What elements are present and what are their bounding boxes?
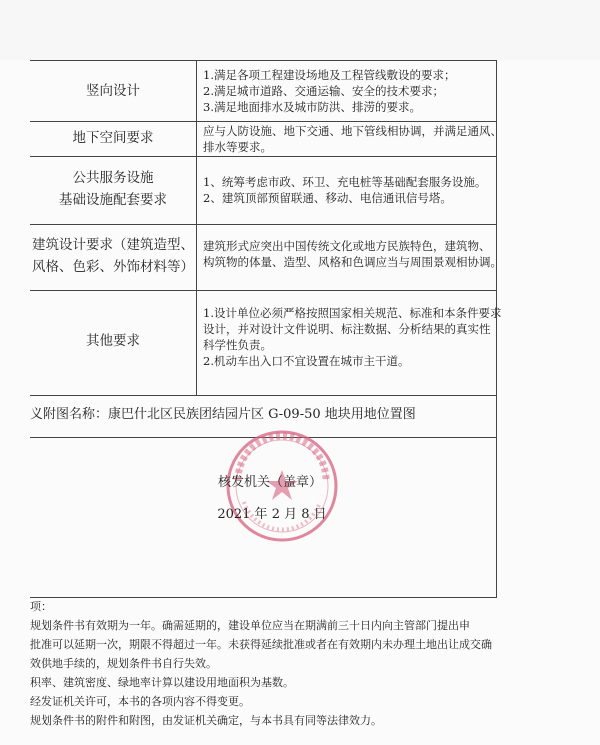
- note-line: 效供地手续的，规划条件书自行失效。: [30, 657, 217, 670]
- row-label-other: 其他要求: [86, 333, 140, 349]
- note-line: 规划条件书有效期为一年。确需延期的，建设单位应当在期满前三十日内向主管部门提出申: [30, 619, 470, 632]
- note-line: 经发证机关许可，本书的各项内容不得变更。: [30, 695, 250, 708]
- row-label-underground: 地下空间要求: [72, 130, 154, 146]
- issue-date: 2021 年 2 月 8 日: [217, 507, 327, 522]
- row-content-underground: 应与人防设施、地下交通、地下管线相协调，并满足通风、 排水等要求。: [203, 124, 502, 154]
- notes-title: 项：: [30, 600, 52, 613]
- row-content-vertical-design: 1.满足各项工程建设场地及工程管线敷设的要求； 2.满足城市道路、交通运输、安全的技术要求； 3.满足地面排水及城市防洪、排涝的要求。: [203, 68, 456, 114]
- row-label-architecture: 建筑设计要求（建筑造型、 风格、色彩、外饰材料等）: [32, 237, 194, 275]
- table-border: [30, 395, 496, 396]
- table-border: [30, 224, 496, 225]
- note-line: 规划条件书的附件和附图，由发证机关确定，与本书具有同等法律效力。: [30, 714, 382, 727]
- attachment-title: 义附图名称：康巴什北区民族团结园片区 G-09-50 地块用地位置图: [30, 407, 416, 422]
- table-border: [30, 290, 496, 291]
- column-divider: [196, 60, 197, 395]
- issuing-authority: 核发机关（盖章）: [217, 475, 322, 490]
- table-border: [30, 156, 496, 157]
- table-border: [30, 121, 496, 122]
- row-content-other: 1.设计单位必须严格按照国家相关规范、标准和本条件要求 设计，并对设计文件说明、标注数据、分析结果的真实性 科学性负责。 2.机动车出入口不宜设置在城市主干道。: [203, 306, 502, 368]
- note-line: 积率、建筑密度、绿地率计算以建设用地面积为基数。: [30, 676, 294, 689]
- table-border: [30, 60, 496, 61]
- row-content-public-facilities: 1、统筹考虑市政、环卫、充电桩等基础配套服务设施。 2、建筑顶部预留联通、移动、电信通讯信号塔。: [203, 175, 487, 205]
- top-margin: [0, 0, 600, 60]
- note-line: 批准可以延期一次，期限不得超过一年。未获得延续批准或者在有效期内未办理土地出让成交确: [30, 638, 492, 651]
- row-label-public-facilities: 公共服务设施 基础设施配套要求: [59, 170, 167, 208]
- notes-section: [30, 597, 496, 730]
- row-content-architecture: 建筑形式应突出中国传统文化或地方民族特色，建筑物、 构筑物的体量、造型、风格和色调应当与周围景观相协调。: [203, 239, 502, 269]
- row-label-vertical-design: 竖向设计: [86, 83, 140, 99]
